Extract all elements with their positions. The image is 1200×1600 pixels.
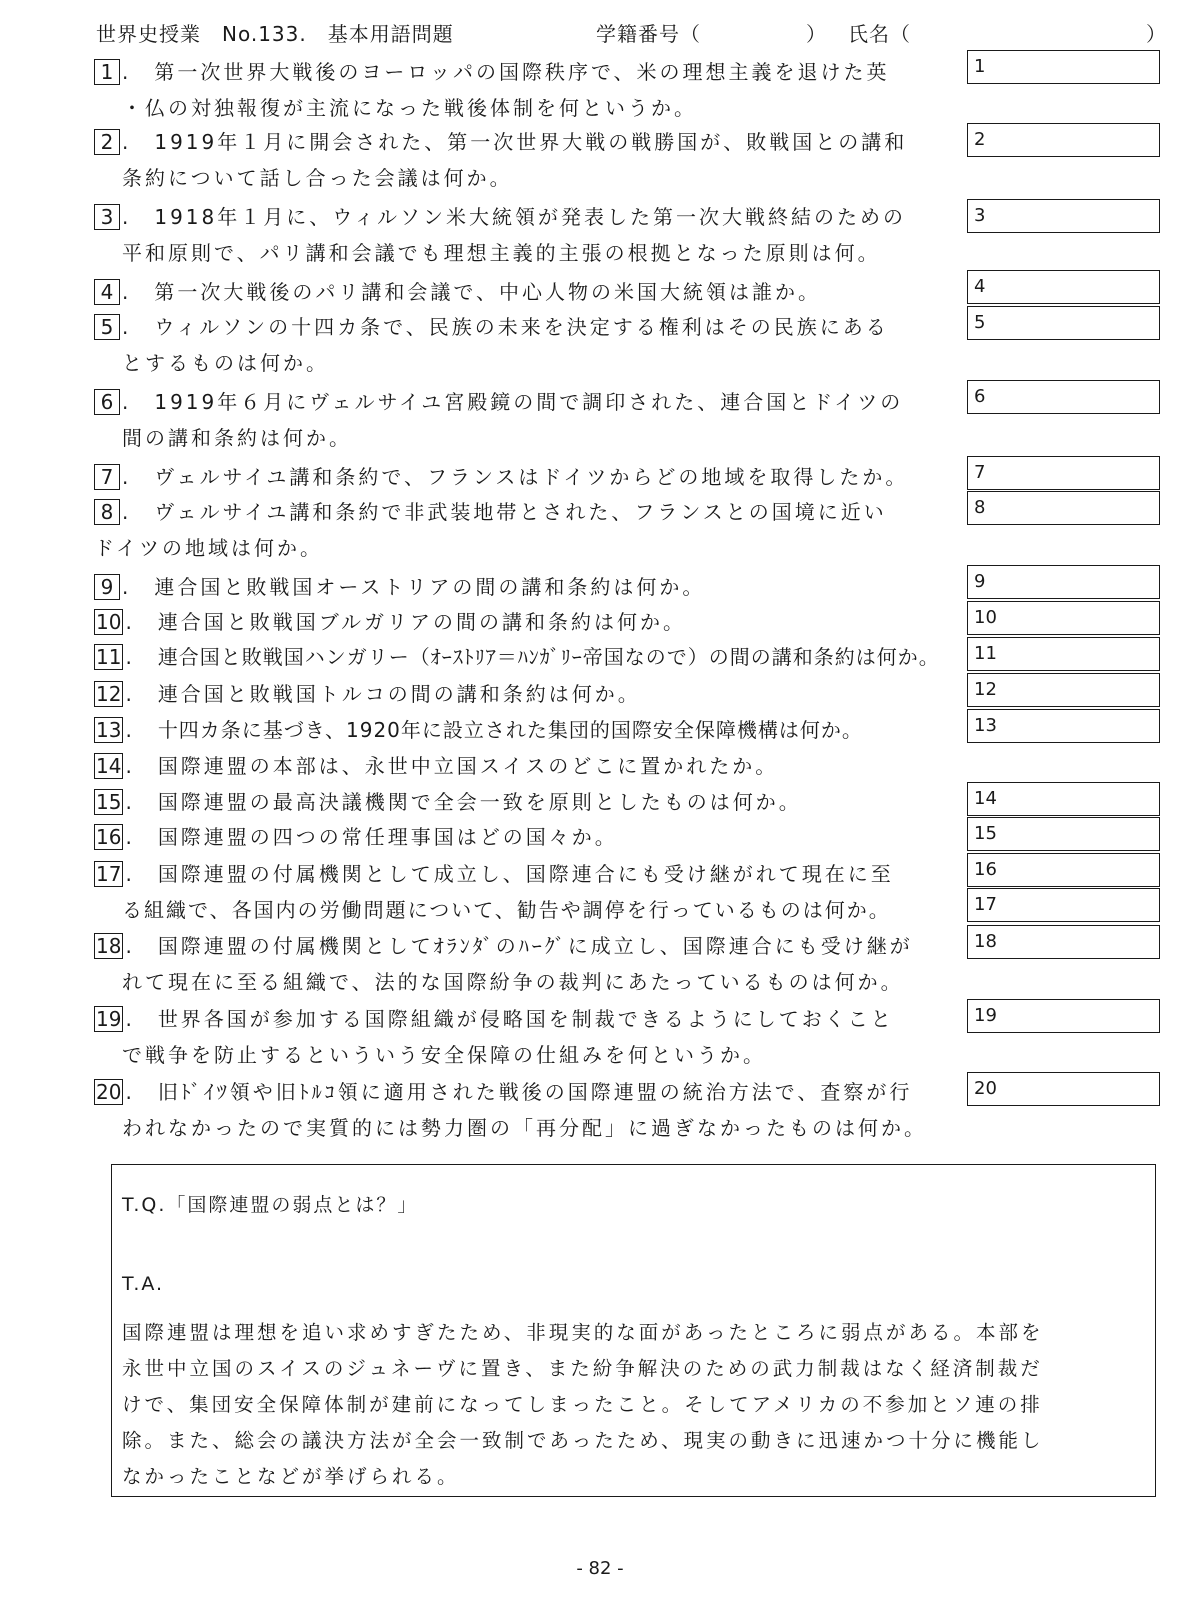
- question-15: 15 . 国際連盟の最高決議機関で全会一致を原則としたものは何か。: [96, 790, 802, 814]
- answer-box-4[interactable]: 4: [967, 270, 1160, 304]
- question-4: 4 . 第一次大戦後のパリ講和会議で、中心人物の米国大統領は誰か。: [94, 278, 821, 306]
- question-2: 2 . 1919年１月に開会された、第一次世界大戦の戦勝国が、敗戦国との講和 条約について話し合った会議は何か。: [94, 128, 907, 192]
- question-text-line1: 国際連盟の本部は、永世中立国スイスのどこに置かれたか。: [157, 754, 779, 778]
- question-number: 20: [96, 1080, 122, 1104]
- question-text-line1: 1919年６月にヴェルサイユ宮殿鏡の間で調印された、連合国とドイツの: [154, 390, 904, 414]
- question-text-line1: 1919年１月に開会された、第一次世界大戦の戦勝国が、敗戦国との講和: [154, 130, 908, 154]
- question-number: 17: [96, 862, 122, 886]
- answer-box-19[interactable]: 19: [967, 999, 1160, 1033]
- question-8: 8 . ヴェルサイユ講和条約で非武装地帯とされた、フランスとの国境に近い ドイツの地域は何か。: [94, 500, 887, 560]
- question-12: 12 . 連合国と敗戦国トルコの間の講和条約は何か。: [96, 682, 641, 706]
- question-11: 11 . 連合国と敗戦国ハンガリー（ｵｰｽﾄﾘｱ＝ﾊﾝｶﾞﾘｰ帝国なので）の間の講和条約は何か。: [96, 645, 940, 669]
- ta-line: 国際連盟は理想を追い求めすぎたため、非現実的な面があったところに弱点がある。本部を: [122, 1321, 1044, 1344]
- answer-box-14[interactable]: 14: [967, 782, 1160, 816]
- answer-box-20[interactable]: 20: [967, 1072, 1160, 1106]
- answer-box-8[interactable]: 8: [967, 491, 1160, 525]
- question-17: 17 . 国際連盟の付属機関として成立し、国際連合にも受け継がれて現在に至 る組織で、各国内の労働問題について、勧告や調停を行っているものは何か。: [96, 862, 894, 922]
- question-number: 8: [94, 499, 120, 525]
- question-5: 5 . ウィルソンの十四カ条で、民族の未来を決定する権利はその民族にある とするものは何か。: [94, 313, 889, 377]
- question-number: 10: [96, 610, 122, 634]
- question-13: 13 . 十四カ条に基づき、1920年に設立された集団的国際安全保障機構は何か。: [96, 718, 863, 742]
- answer-box-1[interactable]: 1: [967, 50, 1160, 84]
- question-text-line2: ドイツの地域は何か。: [94, 536, 323, 560]
- answer-box-13[interactable]: 13: [967, 709, 1160, 743]
- question-1: 1 . 第一次世界大戦後のヨーロッパの国際秩序で、米の理想主義を退けた英 ・仏の対独報復が主流になった戦後体制を何というか。: [94, 58, 890, 122]
- question-text-line1: 連合国と敗戦国オーストリアの間の講和条約は何か。: [154, 575, 706, 599]
- question-text-line1: 国際連盟の付属機関としてｵﾗﾝﾀﾞのﾊｰｸﾞに成立し、国際連合にも受け継が: [157, 934, 913, 958]
- question-number: 12: [96, 682, 122, 706]
- question-16: 16 . 国際連盟の四つの常任理事国はどの国々か。: [96, 825, 618, 849]
- student-number-label: 学籍番号（ ）: [596, 22, 827, 46]
- question-3: 3 . 1918年１月に、ウィルソン米大統領が発表した第一次大戦終結のための 平和原則で、パリ講和会議でも理想主義的主張の根拠となった原則は何。: [94, 203, 906, 267]
- answer-box-17[interactable]: 17: [967, 888, 1160, 922]
- question-number: 11: [96, 645, 122, 669]
- question-text-line1: ウィルソンの十四カ条で、民族の未来を決定する権利はその民族にある: [154, 315, 889, 339]
- question-number: 15: [96, 790, 122, 814]
- question-text-line1: 連合国と敗戦国ハンガリー（ｵｰｽﾄﾘｱ＝ﾊﾝｶﾞﾘｰ帝国なので）の間の講和条約は何か。: [157, 645, 940, 669]
- page-number: - 82 -: [576, 1558, 624, 1579]
- ta-label: T.A.: [122, 1273, 165, 1295]
- question-7: 7 . ヴェルサイユ講和条約で、フランスはドイツからどの地域を取得したか。: [94, 463, 908, 491]
- question-text-line1: 国際連盟の付属機関として成立し、国際連合にも受け継がれて現在に至: [157, 862, 894, 886]
- question-text-line1: 世界各国が参加する国際組織が侵略国を制裁できるようにしておくこと: [157, 1007, 894, 1031]
- question-text-line1: 旧ﾄﾞｲﾂ領や旧ﾄﾙｺ領に適用された戦後の国際連盟の統治方法で、査察が行: [157, 1080, 913, 1104]
- question-text-line2: る組織で、各国内の労働問題について、勧告や調停を行っているものは何か。: [122, 898, 891, 922]
- answer-box-9[interactable]: 9: [967, 565, 1160, 599]
- question-19: 19 . 世界各国が参加する国際組織が侵略国を制裁できるようにしておくこと で戦争を防止するといういう安全保障の仕組みを何というか。: [96, 1007, 894, 1067]
- question-text-line1: 連合国と敗戦国ブルガリアの間の講和条約は何か。: [157, 610, 687, 634]
- ta-line: なかったことなどが挙げられる。: [122, 1465, 460, 1488]
- question-text-line2: ・仏の対独報復が主流になった戦後体制を何というか。: [122, 96, 697, 120]
- answer-box-12[interactable]: 12: [967, 673, 1160, 707]
- question-text-line1: 国際連盟の最高決議機関で全会一致を原則としたものは何か。: [157, 790, 802, 814]
- name-label: 氏名（: [848, 22, 911, 46]
- answer-box-11[interactable]: 11: [967, 637, 1160, 671]
- question-text-line1: 1918年１月に、ウィルソン米大統領が発表した第一次大戦終結のための: [154, 205, 907, 229]
- question-text-line1: 連合国と敗戦国トルコの間の講和条約は何か。: [157, 682, 641, 706]
- question-text-line2: 条約について話し合った会議は何か。: [122, 166, 513, 190]
- question-text-line1: 国際連盟の四つの常任理事国はどの国々か。: [157, 825, 618, 849]
- answer-box-15[interactable]: 15: [967, 817, 1160, 851]
- question-14: 14 . 国際連盟の本部は、永世中立国スイスのどこに置かれたか。: [96, 754, 779, 778]
- question-6: 6 . 1919年６月にヴェルサイユ宮殿鏡の間で調印された、連合国とドイツの 間の講和条約は何か。: [94, 388, 903, 452]
- question-number: 5: [94, 314, 120, 340]
- question-number: 19: [96, 1007, 122, 1031]
- question-number: 3: [94, 204, 120, 230]
- question-number: 13: [96, 718, 122, 742]
- answer-box-6[interactable]: 6: [967, 380, 1160, 414]
- tq-question: T.Q.「国際連盟の弱点とは？」: [122, 1194, 419, 1216]
- name-close-paren: ）: [1146, 22, 1167, 46]
- ta-line: けで、集団安全保障体制が建前になってしまったこと。そしてアメリカの不参加とソ連の排: [122, 1393, 1043, 1416]
- question-text-line2: で戦争を防止するといういう安全保障の仕組みを何というか。: [122, 1043, 766, 1067]
- question-number: 16: [96, 825, 122, 849]
- question-20: 20 . 旧ﾄﾞｲﾂ領や旧ﾄﾙｺ領に適用された戦後の国際連盟の統治方法で、査察が行 われなかったので実質的には勢力圏の「再分配」に過ぎなかったものは何か。: [96, 1080, 927, 1140]
- answer-box-2[interactable]: 2: [967, 123, 1160, 157]
- question-text-line1: 第一次大戦後のパリ講和会議で、中心人物の米国大統領は誰か。: [154, 280, 821, 304]
- worksheet-header: [96, 18, 1167, 50]
- question-number: 7: [94, 464, 120, 490]
- question-18: 18 . 国際連盟の付属機関としてｵﾗﾝﾀﾞのﾊｰｸﾞに成立し、国際連合にも受け継が れて現在に至る組織で、法的な国際紛争の裁判にあたっているものは何か。: [96, 934, 913, 994]
- question-text-line1: ヴェルサイユ講和条約で、フランスはドイツからどの地域を取得したか。: [154, 465, 909, 489]
- answer-box-16[interactable]: 16: [967, 853, 1160, 887]
- question-text-line1: ヴェルサイユ講和条約で非武装地帯とされた、フランスとの国境に近い: [154, 500, 887, 524]
- worksheet-title: 世界史授業 No.133. 基本用語問題: [96, 22, 454, 46]
- ta-line: 永世中立国のスイスのジュネーヴに置き、また紛争解決のための武力制裁はなく経済制裁だ: [122, 1357, 1043, 1380]
- answer-box-7[interactable]: 7: [967, 456, 1160, 490]
- question-number: 6: [94, 389, 120, 415]
- ta-answer-text: [122, 1315, 1145, 1495]
- question-text-line1: 十四カ条に基づき、1920年に設立された集団的国際安全保障機構は何か。: [157, 718, 863, 742]
- answer-box-10[interactable]: 10: [967, 601, 1160, 635]
- question-number: 2: [94, 129, 120, 155]
- question-text-line2: とするものは何か。: [122, 351, 329, 375]
- question-number: 9: [94, 574, 120, 600]
- answer-box-3[interactable]: 3: [967, 199, 1160, 233]
- ta-line: 除。また、総会の議決方法が全会一致制であったため、現実の動きに迅速かつ十分に機能し: [122, 1429, 1044, 1452]
- answer-box-18[interactable]: 18: [967, 925, 1160, 959]
- question-number: 1: [94, 59, 120, 85]
- question-10: 10 . 連合国と敗戦国ブルガリアの間の講和条約は何か。: [96, 610, 687, 634]
- tq-ta-box: [111, 1164, 1156, 1497]
- question-text-line1: 第一次世界大戦後のヨーロッパの国際秩序で、米の理想主義を退けた英: [154, 60, 890, 84]
- answer-box-5[interactable]: 5: [967, 306, 1160, 340]
- question-text-line2: 平和原則で、パリ講和会議でも理想主義的主張の根拠となった原則は何。: [122, 241, 881, 265]
- question-text-line2: われなかったので実質的には勢力圏の「再分配」に過ぎなかったものは何か。: [122, 1116, 927, 1140]
- question-text-line2: 間の講和条約は何か。: [122, 426, 352, 450]
- question-number: 4: [94, 279, 120, 305]
- question-text-line2: れて現在に至る組織で、法的な国際紛争の裁判にあたっているものは何か。: [122, 970, 904, 994]
- question-9: 9 . 連合国と敗戦国オーストリアの間の講和条約は何か。: [94, 573, 705, 601]
- question-number: 14: [96, 754, 122, 778]
- question-number: 18: [96, 934, 122, 958]
